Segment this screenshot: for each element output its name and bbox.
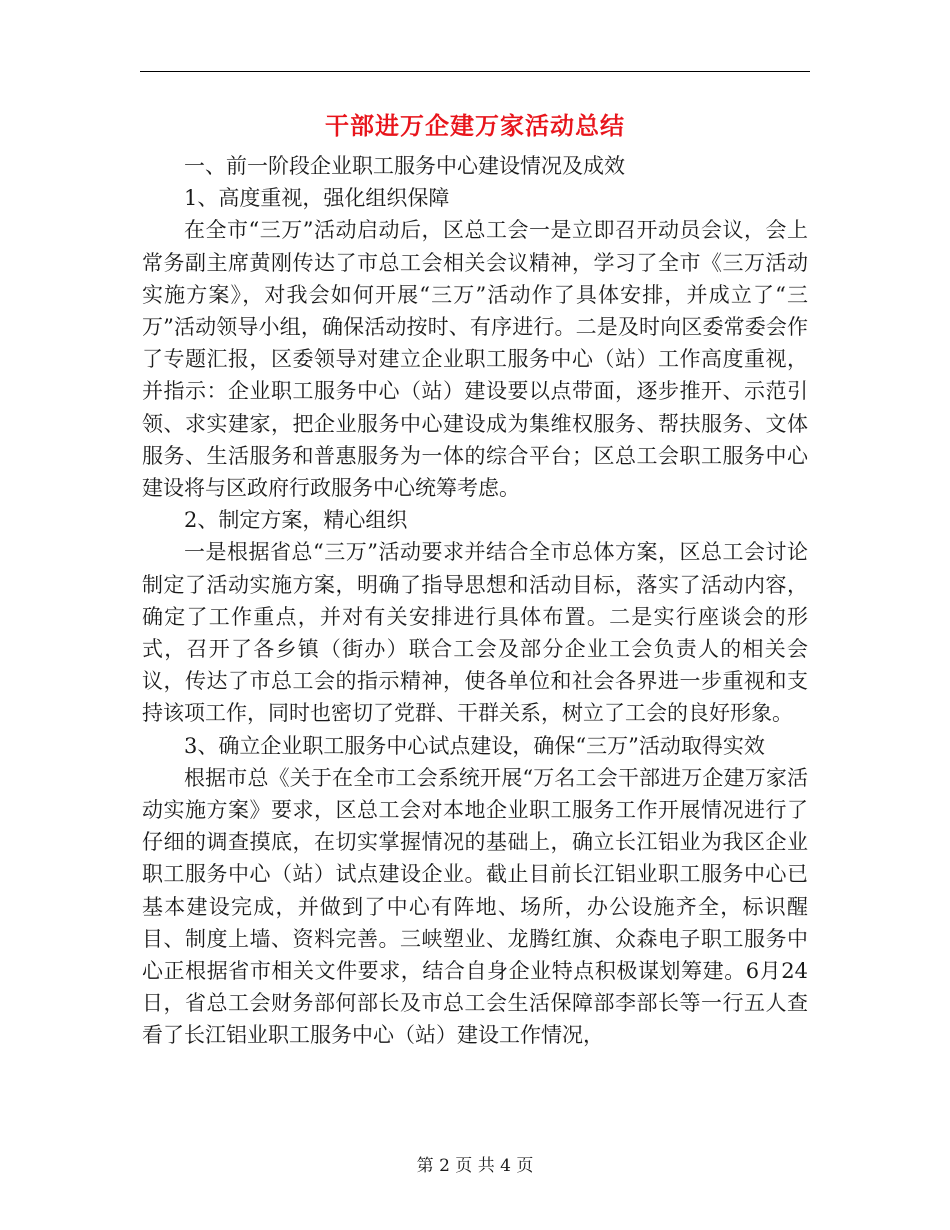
subsection-heading-3: 3、确立企业职工服务中心试点建设，确保“三万”活动取得实效 — [184, 733, 765, 758]
document-body — [142, 150, 808, 1052]
page-number-footer: 第 2 页 共 4 页 — [416, 1156, 534, 1176]
body-paragraph-1: 在全市“三万”活动启动后，区总工会一是立即召开动员会议，会上常务副主席黄刚传达了市总工会相关会议精神，学习了全市《三万活动实施方案》，对我会如何开展“三万”活动作了具体安排，并成立了“三万”活动领导小组，确保活动按时、有序进行。二是及时向区委常委会作了专题汇报，区委领导对建立企业职工服务中心（站）工作高度重视，并指示：企业职工服务中心（站）建设要以点带面，逐步推开、示范引领、求实建家，把企业服务中心建设成为集维权服务、帮扶服务、文体服务、生活服务和普惠服务为一体的综合平台；区总工会职工服务中心建设将与区政府行政服务中心统筹考虑。 — [142, 218, 808, 501]
header-rule — [140, 71, 810, 72]
document-title: 干部进万企建万家活动总结 — [325, 111, 625, 140]
subsection-heading-2: 2、制定方案，精心组织 — [184, 508, 408, 533]
body-paragraph-3: 根据市总《关于在全市工会系统开展“万名工会干部进万企建万家活动实施方案》要求，区总工会对本地企业职工服务工作开展情况进行了仔细的调查摸底，在切实掌握情况的基础上，确立长江铝业为我区企业职工服务中心（站）试点建设企业。截止目前长江铝业职工服务中心已基本建设完成，并做到了中心有阵地、场所，办公设施齐全，标识醒目、制度上墙、资料完善。三峡塑业、龙腾红旗、众森电子职工服务中心正根据省市相关文件要求，结合自身企业特点积极谋划筹建。6月24日，省总工会财务部何部长及市总工会生活保障部李部长等一行五人查看了长江铝业职工服务中心（站）建设工作情况， — [142, 765, 808, 1048]
subsection-heading-1: 1、高度重视，强化组织保障 — [184, 186, 450, 211]
body-paragraph-2: 一是根据省总“三万”活动要求并结合全市总体方案，区总工会讨论制定了活动实施方案，明确了指导思想和活动目标，落实了活动内容，确定了工作重点，并对有关安排进行具体布置。二是实行座谈会的形式，召开了各乡镇（街办）联合工会及部分企业工会负责人的相关会议，传达了市总工会的指示精神，使各单位和社会各界进一步重视和支持该项工作，同时也密切了党群、干群关系，树立了工会的良好形象。 — [142, 540, 808, 726]
section-heading: 一、前一阶段企业职工服务中心建设情况及成效 — [184, 154, 625, 178]
